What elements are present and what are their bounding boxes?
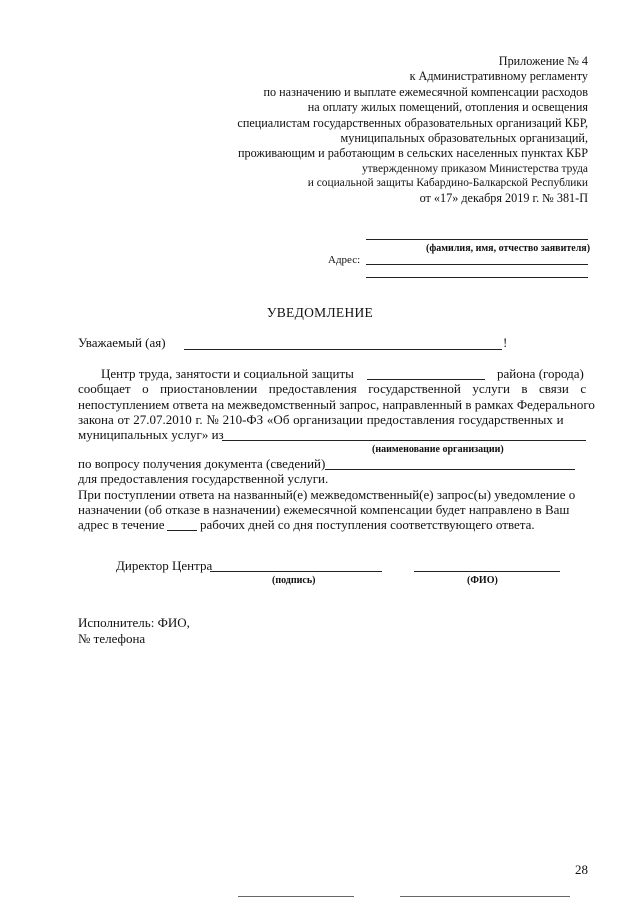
body-line3: непоступлением ответа на межведомственный запрос, направленный в рамках Федерального	[78, 397, 595, 412]
body-line1-end: района (города)	[497, 366, 584, 381]
signature-line	[210, 571, 382, 572]
appendix-line: муниципальных образовательных организаций,	[340, 131, 588, 146]
word: с	[580, 381, 587, 396]
applicant-name-caption: (фамилия, имя, отчество заявителя)	[426, 243, 591, 254]
executor-phone: № телефона	[78, 631, 146, 646]
body-line1-start: Центр труда, занятости и социальной защиты	[101, 366, 354, 381]
greeting-label: Уважаемый (ая)	[78, 335, 166, 350]
appendix-line: по назначению и выплате ежемесячной компенсации расходов	[263, 84, 588, 99]
address-label: Адрес:	[328, 254, 361, 266]
appendix-line: к Административному регламенту	[409, 69, 588, 84]
word: приостановлении	[160, 381, 258, 396]
appendix-line: проживающим и работающим в сельских населенных пунктах КБР	[238, 146, 588, 161]
word: сообщает	[78, 381, 131, 396]
greeting-mark: !	[503, 335, 508, 350]
body-line4: закона от 27.07.2010 г. № 210-ФЗ «Об организации предоставления государственных и	[78, 412, 564, 427]
appendix-line: специалистам государственных образовательных организаций КБР,	[237, 115, 588, 130]
executor-name: Исполнитель: ФИО,	[78, 615, 190, 630]
word: связи	[539, 381, 569, 396]
word: государственной	[368, 381, 461, 396]
appendix-line: на оплату жилых помещений, отопления и освещения	[307, 100, 588, 115]
appendix-line: от «17» декабря 2019 г. № 381-П	[419, 191, 588, 206]
body-line9: назначении (об отказе в назначении) ежемесячной компенсации будет направлено в Ваш	[78, 502, 570, 517]
days-line	[167, 530, 197, 531]
appendix-line: утвержденному приказом Министерства труда	[361, 162, 588, 175]
body-line5-start: муниципальных услуг» из	[78, 427, 224, 442]
signature-caption: (подпись)	[272, 575, 316, 586]
body-line10-end: рабочих дней со дня поступления соответствующего ответа.	[200, 517, 535, 532]
word: предоставления	[268, 381, 357, 396]
body-line7: для предоставления государственной услуги.	[78, 471, 329, 486]
scan-line-right	[400, 896, 570, 897]
address-line-1	[366, 264, 588, 265]
greeting-name-line	[184, 349, 502, 350]
appendix-header	[168, 54, 588, 206]
word: в	[521, 381, 528, 396]
address-line-2	[366, 277, 588, 278]
appendix-line: Приложение № 4	[498, 54, 588, 68]
document-title: УВЕДОМЛЕНИЕ	[266, 305, 374, 320]
document-info-line	[325, 469, 575, 470]
body-line2	[78, 380, 586, 397]
applicant-name-line	[366, 239, 588, 240]
fio-line	[414, 571, 560, 572]
body-line10-start: адрес в течение	[78, 517, 165, 532]
organization-line	[222, 440, 586, 441]
appendix-line: и социальной защиты Кабардино-Балкарской Республики	[307, 177, 588, 190]
word: услуги	[472, 381, 510, 396]
fio-caption: (ФИО)	[467, 575, 498, 586]
scan-line-left	[238, 896, 354, 897]
word: о	[142, 381, 149, 396]
director-label: Директор Центра	[116, 558, 213, 573]
body-line6-start: по вопросу получения документа (сведений)	[78, 456, 326, 471]
organization-caption: (наименование организации)	[372, 444, 504, 455]
page-number: 28	[575, 862, 588, 877]
body-line8: При поступлении ответа на названный(е) межведомственный(е) запрос(ы) уведомление о	[78, 487, 576, 502]
